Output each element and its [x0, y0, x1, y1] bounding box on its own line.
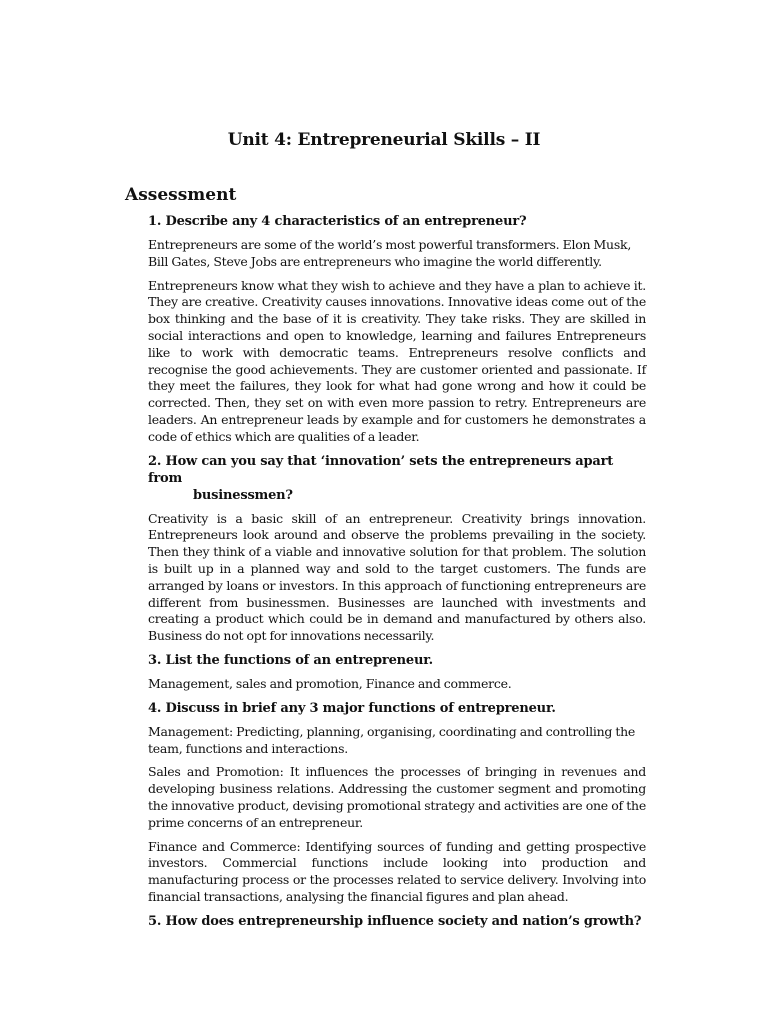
- answer-1-paragraph-1: Entrepreneurs are some of the world’s most powerful transformers. Elon Musk, Bill Gates, Steve Jobs are entrepreneurs who imagine the world differently.: [148, 237, 632, 269]
- question-2-line-2: businessmen?: [193, 487, 293, 503]
- question-1: 1. Describe any 4 characteristics of an entrepreneur?: [148, 214, 527, 229]
- answer-2-paragraph-1: Creativity is a basic skill of an entrepreneur. Creativity brings innovation. Entrepreneurs look around and observe the problems prevailing in the society. Then they think of a viable and innovative solution for that problem. The solution is built up in a planned way and sold to the target customers. The funds are arranged by loans or investors. In this approach of functioning entrepreneurs are different from businessmen. Businesses are launched with investments and creating a product which could be in demand and manufactured by others also. Business do not opt for innovations necessarily.: [148, 510, 646, 644]
- question-2-line-1: 2. How can you say that ‘innovation’ sets the entrepreneurs apart from: [148, 453, 614, 486]
- question-4: 4. Discuss in brief any 3 major functions of entrepreneur.: [148, 700, 556, 716]
- page-title: Unit 4: Entrepreneurial Skills – II: [227, 130, 541, 150]
- assessment-content: [148, 213, 646, 937]
- section-heading: Assessment: [125, 185, 237, 205]
- question-3: 3. List the functions of an entrepreneur.: [148, 652, 434, 668]
- question-5: 5. How does entrepreneurship influence society and nation’s growth?: [148, 913, 642, 929]
- answer-4-paragraph-1: Management: Predicting, planning, organising, coordinating and controlling the team, functions and interactions.: [148, 723, 636, 756]
- answer-1-paragraph-2: Entrepreneurs know what they wish to achieve and they have a plan to achieve it. They are creative. Creativity causes innovations. Innovative ideas come out of the box thinking and the base of it is creativity. They take risks. They are skilled in social interactions and open to knowledge, learning and failures Entrepreneurs like to work with democratic teams. Entrepreneurs resolve conflicts and recognise the good achievements. They are customer oriented and passionate. If they meet the failures, they look for what had gone wrong and how it could be corrected. Then, they set on with even more passion to retry. Entrepreneurs are leaders. An entrepreneur leads by example and for customers he demonstrates a code of ethics which are qualities of a leader.: [148, 277, 646, 444]
- answer-4-paragraph-2: Sales and Promotion: It influences the processes of bringing in revenues and developing business relations. Addressing the customer segment and promoting the innovative product, devising promotional strategy and activities are one of the prime concerns of an entrepreneur.: [148, 764, 646, 830]
- question-2: [148, 453, 646, 504]
- answer-4-paragraph-3: Finance and Commerce: Identifying sources of funding and getting prospective investors. Commercial functions include looking into production and manufacturing process or the processes related to service delivery. Involving into financial transactions, analysing the financial figures and plan ahead.: [148, 838, 646, 904]
- answer-3-paragraph-1: Management, sales and promotion, Finance and commerce.: [148, 675, 512, 691]
